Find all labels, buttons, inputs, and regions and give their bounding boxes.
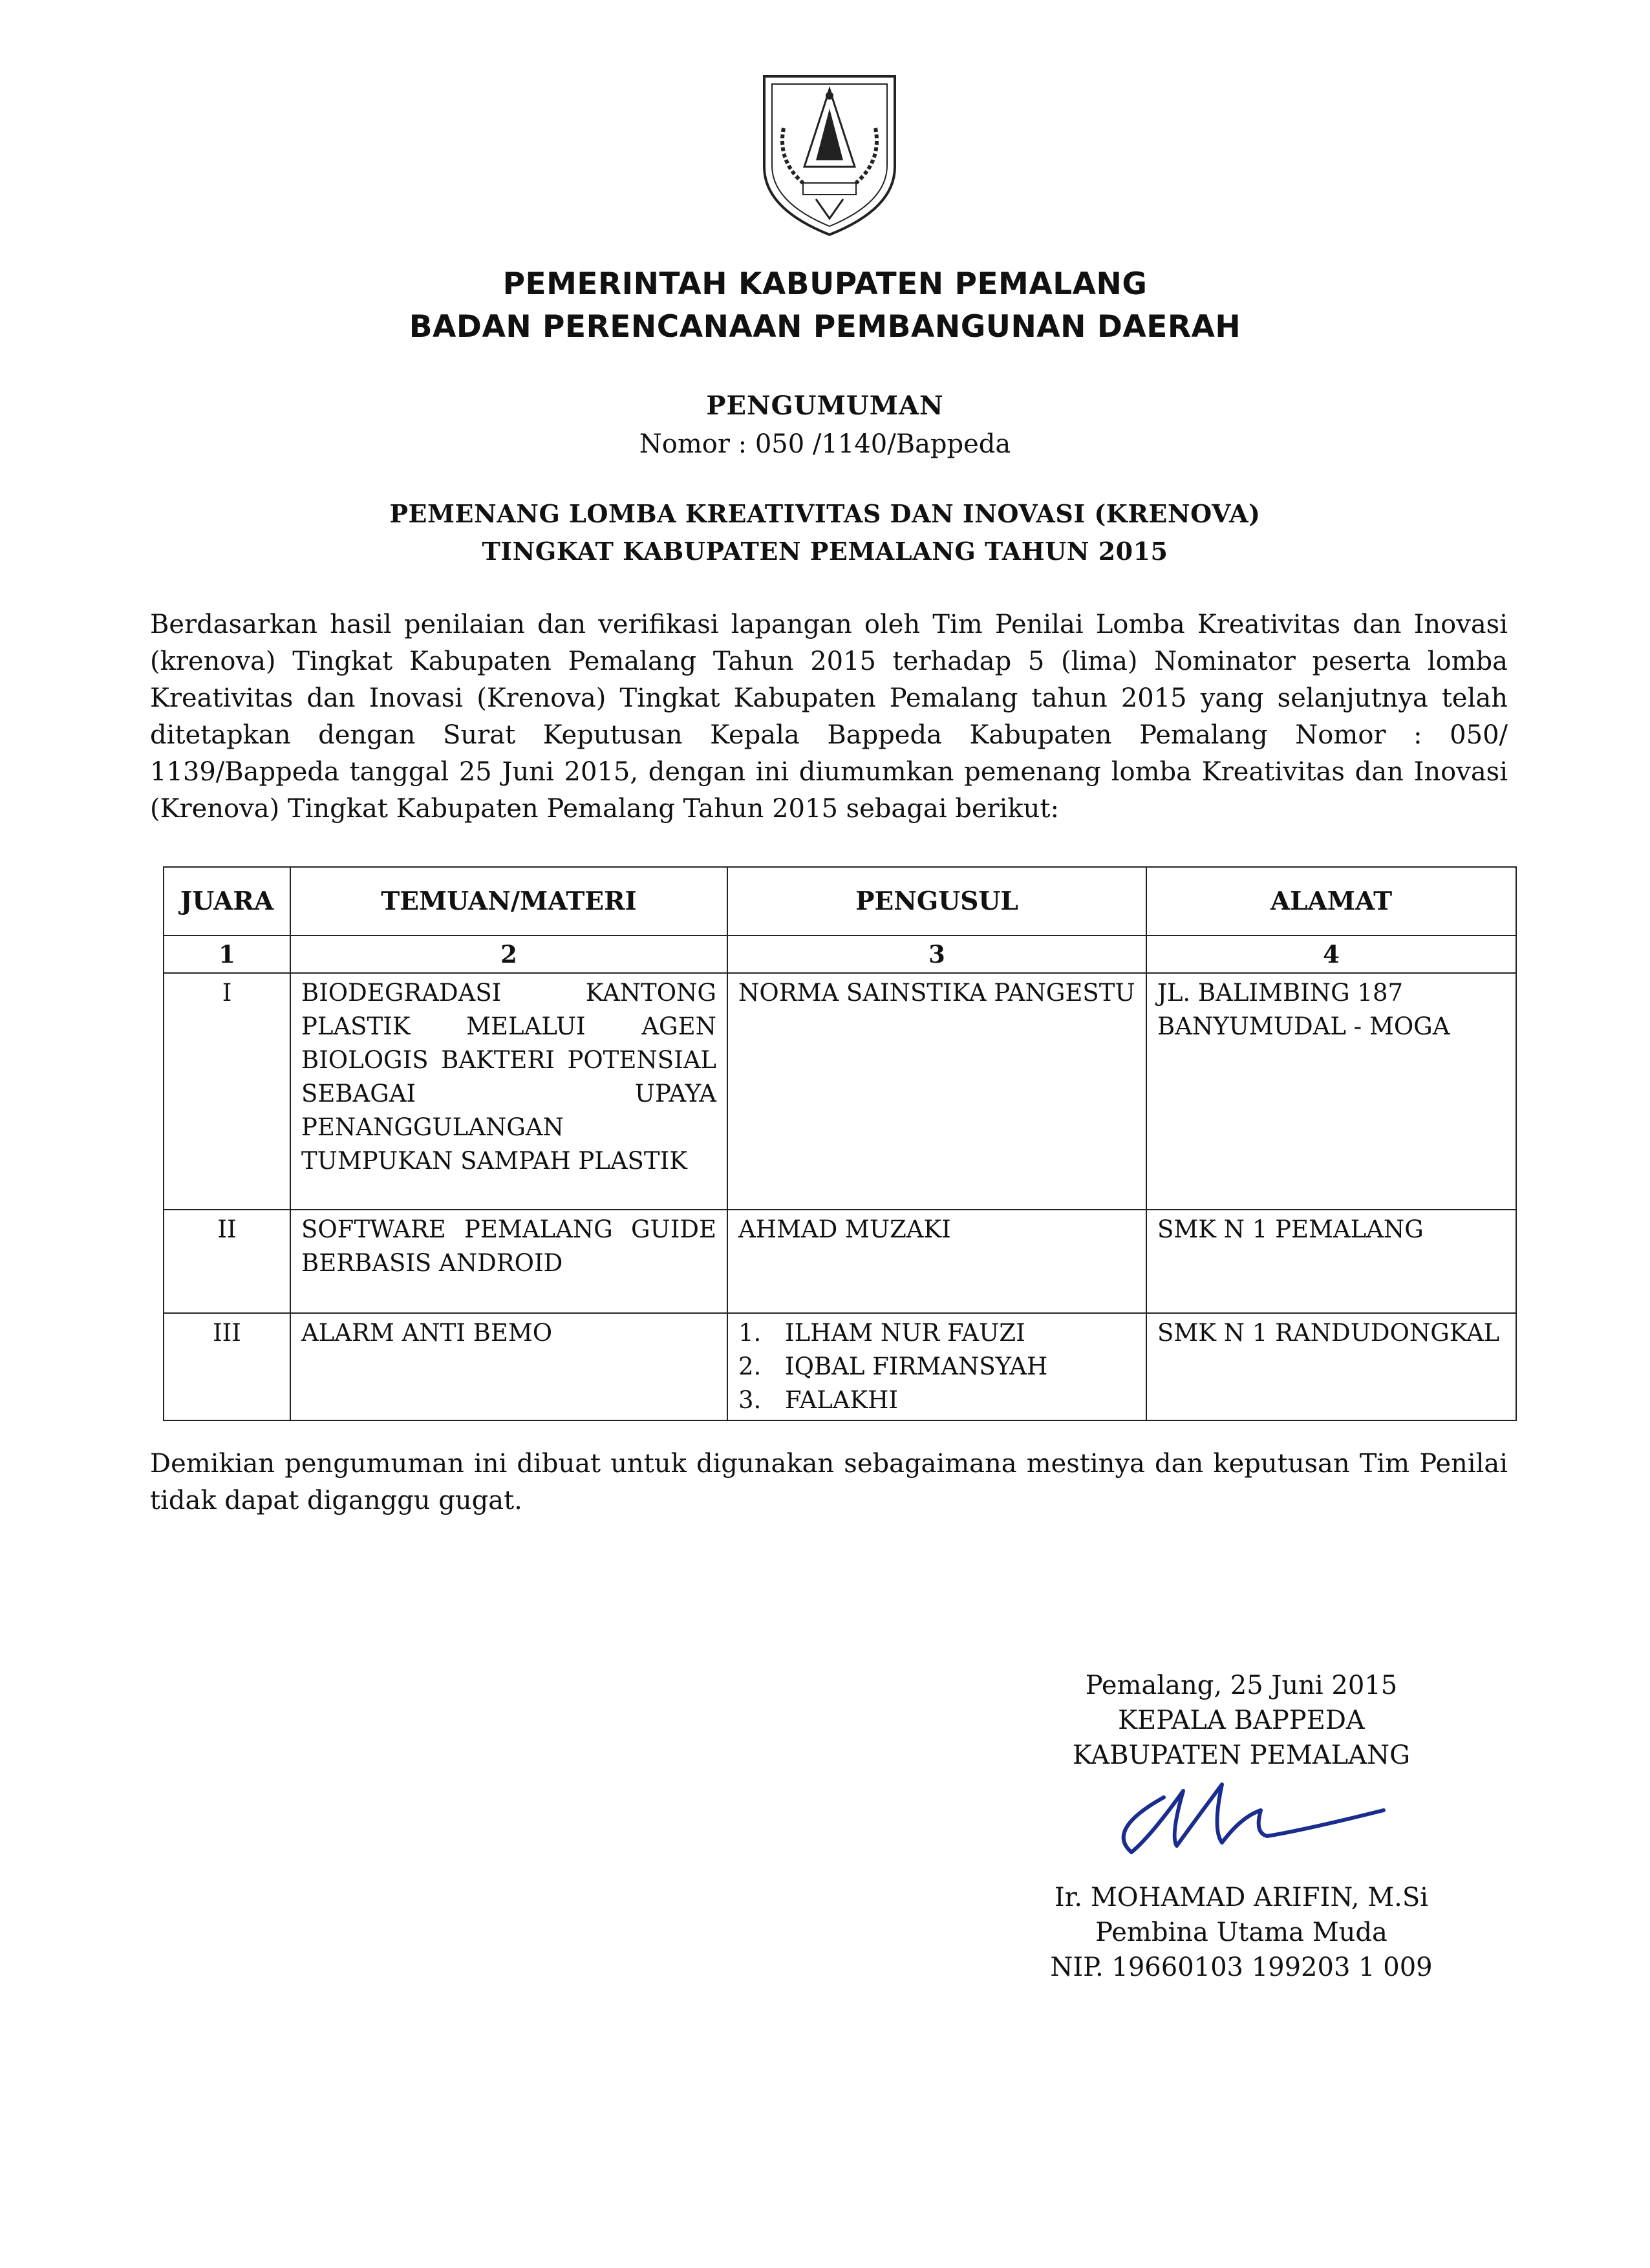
list-item: 2. IQBAL FIRMANSYAH [738, 1353, 1048, 1380]
signature-header [1009, 1668, 1474, 1773]
column-header: TEMUAN/MATERI [290, 867, 727, 936]
material-cell: ALARM ANTI BEMO [290, 1313, 727, 1420]
table-header-row [164, 867, 1516, 936]
intro-paragraph: Berdasarkan hasil penilaian dan verifikasi lapangan oleh Tim Penilai Lomba Kreativitas dan Inovasi (krenova) Tingkat Kabupaten Pemalang Tahun 2015 terhadap 5 (lima) Nominator peserta lomba Kreativitas dan Inovasi (Krenova) Tingkat Kabupaten Pemalang tahun 2015 yang selanjutnya telah ditetapkan dengan Surat Keputusan Kepala Bappeda Kabupaten Pemalang Nomor : 050/ 1139/Bappeda tanggal 25 Juni 2015, dengan ini diumumkan pemenang lomba Kreativitas dan Inovasi (Krenova) Tingkat Kabupaten Pemalang Tahun 2015 sebagai berikut: [150, 610, 1508, 824]
list-item: 3. FALAKHI [738, 1386, 898, 1414]
column-number: 1 [164, 936, 290, 973]
table-row [164, 1313, 1516, 1420]
signer-name: Ir. MOHAMAD ARIFIN, M.Si [1054, 1883, 1429, 1912]
column-number: 2 [290, 936, 727, 973]
proposer-cell: AHMAD MUZAKI [727, 1210, 1146, 1313]
signer-block [1009, 1880, 1474, 1985]
document-number: Nomor : 050 /1140/Bappeda [639, 429, 1011, 459]
rank-cell: II [164, 1210, 290, 1313]
address-cell: SMK N 1 RANDUDONGKAL [1146, 1313, 1516, 1420]
proposer-list [738, 1316, 1135, 1417]
winners-table [163, 866, 1517, 1421]
closing-paragraph: Demikian pengumuman ini dibuat untuk digunakan sebagaimana mestinya dan keputusan Tim Penilai tidak dapat diganggu gugat. [150, 1449, 1508, 1515]
agency-name: BADAN PERENCANAAN PEMBANGUNAN DAERAH [409, 309, 1241, 345]
address-line: JL. BALIMBING 187 [1157, 979, 1404, 1007]
address-cell [1146, 973, 1516, 1210]
proposer-cell [727, 1313, 1146, 1420]
signer-office: KABUPATEN PEMALANG [1072, 1740, 1411, 1770]
announcement-title-line2: TINGKAT KABUPATEN PEMALANG TAHUN 2015 [482, 537, 1168, 566]
handwritten-signature-icon [1093, 1771, 1390, 1862]
place-date: Pemalang, 25 Juni 2015 [1085, 1671, 1398, 1700]
column-number-row [164, 936, 1516, 973]
rank-cell: I [164, 973, 290, 1210]
document-type: PENGUMUMAN [706, 390, 944, 421]
column-header: ALAMAT [1146, 867, 1516, 936]
table-row [164, 973, 1516, 1210]
proposer-cell: NORMA SAINSTIKA PANGESTU [727, 973, 1146, 1210]
regency-crest-icon [758, 70, 901, 239]
column-number: 4 [1146, 936, 1516, 973]
rank-cell: III [164, 1313, 290, 1420]
material-cell: BIODEGRADASI KANTONG PLASTIK MELALUI AGEN BIOLOGIS BAKTERI POTENSIAL SEBAGAI UPAYA PENANGGULANGAN TUMPUKAN SAMPAH PLASTIK [290, 973, 727, 1210]
signer-nip: NIP. 19660103 199203 1 009 [1050, 1952, 1433, 1982]
signer-rank: Pembina Utama Muda [1095, 1918, 1388, 1947]
column-header: JUARA [164, 867, 290, 936]
address-cell: SMK N 1 PEMALANG [1146, 1210, 1516, 1313]
organization-name: PEMERINTAH KABUPATEN PEMALANG [502, 266, 1148, 302]
list-item: 1. ILHAM NUR FAUZI [738, 1319, 1025, 1347]
address-line: BANYUMUDAL - MOGA [1157, 1012, 1450, 1040]
column-header: PENGUSUL [727, 867, 1146, 936]
announcement-title-line1: PEMENANG LOMBA KREATIVITAS DAN INOVASI (KRENOVA) [389, 499, 1261, 528]
material-cell: SOFTWARE PEMALANG GUIDE BERBASIS ANDROID [290, 1210, 727, 1313]
signer-position: KEPALA BAPPEDA [1118, 1706, 1365, 1735]
table-row [164, 1210, 1516, 1313]
column-number: 3 [727, 936, 1146, 973]
